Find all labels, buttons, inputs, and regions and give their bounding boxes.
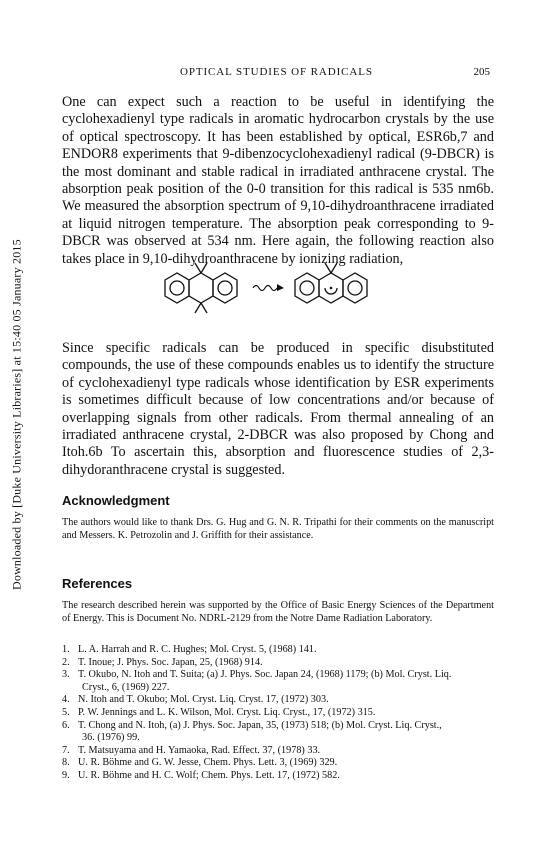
reference-number: 7. xyxy=(62,744,70,756)
wavy-reaction-arrow xyxy=(253,286,277,291)
body-paragraph-2: Since specific radicals can be produced in specific disubstituted compounds, the use of these compounds enables us to identify the structure of cyclohexadienyl type radicals whose identification by ESR experiments is sometimes difficult because of low concentrations and/or because of overlapping signals from other radicals. From thermal annealing of an irradiated anthracene crystal, 2-DBCR was also proposed by Chong and Itoh.6b To ascertain this, absorption and fluorescence studies of 2,3-dihydoranthracene crystal is suggested. xyxy=(62,340,494,478)
reference-text: L. A. Harrah and R. C. Hughes; Mol. Cryst. 5, (1968) 141. xyxy=(78,644,317,655)
reference-number: 9. xyxy=(62,769,70,781)
reference-continuation: Cryst., 6, (1969) 227. xyxy=(82,681,170,693)
reference-item xyxy=(62,757,494,770)
reference-text: T. Okubo, N. Itoh and T. Suita; (a) J. Phys. Soc. Japan 24, (1968) 1179; (b) Mol. Cryst. Liq. xyxy=(78,669,452,681)
reference-text: P. W. Jennings and L. K. Wilson, Mol. Cryst. Liq. Cryst., 17, (1972) 315. xyxy=(78,706,376,718)
reference-item xyxy=(62,707,494,720)
dihydroanthracene-structure xyxy=(165,263,237,313)
reference-list xyxy=(62,644,494,783)
reference-number: 2. xyxy=(62,656,70,668)
reference-text: U. R. Böhme and H. C. Wolf; Chem. Phys. Lett. 17, (1972) 582. xyxy=(78,769,340,781)
reference-text: N. Itoh and T. Okubo; Mol. Cryst. Liq. Cryst. 17, (1972) 303. xyxy=(78,694,329,706)
reference-text: U. R. Böhme and G. W. Jesse, Chem. Phys. Lett. 3, (1969) 329. xyxy=(78,757,338,769)
reference-item xyxy=(62,720,494,745)
reference-item xyxy=(62,644,494,657)
reference-number: 6. xyxy=(62,719,70,731)
page-number: 205 xyxy=(473,66,490,78)
reference-item xyxy=(62,669,494,694)
reference-text: T. Chong and N. Itoh, (a) J. Phys. Soc. Japan, 35, (1973) 518; (b) Mol. Cryst. Liq. Cryst., xyxy=(78,719,442,731)
reference-number: 4. xyxy=(62,694,70,706)
reference-text: T. Matsuyama and H. Yamaoka, Rad. Effect. 37, (1978) 33. xyxy=(78,744,321,756)
reference-text: T. Inoue; J. Phys. Soc. Japan, 25, (1968) 914. xyxy=(78,656,263,668)
reference-number: 1. xyxy=(62,644,70,655)
download-watermark: Downloaded by [Duke University Libraries] at 15:40 05 January 2015 xyxy=(9,239,24,591)
acknowledgment-heading: Acknowledgment xyxy=(62,493,170,508)
reference-item xyxy=(62,770,494,783)
reference-number: 8. xyxy=(62,757,70,769)
references-intro: The research described herein was supported by the Office of Basic Energy Sciences of the Department of Energy. This is Document No. NDRL-2129 from the Notre Dame Radiation Laboratory. xyxy=(62,600,494,624)
references-heading: References xyxy=(62,576,133,591)
body-paragraph-1: One can expect such a reaction to be useful in identifying the cyclohexadienyl type radicals in aromatic hydrocarbon crystals by the use of optical spectroscopy. It has been established by optical, ESR6b,7 and ENDOR8 experiments that 9-dibenzocyclohexadienyl radical (9-DBCR) is the most dominant and stable radical in irradiated anthracene crystal. The absorption peak position of the 0-0 transition for this radical is 535 nm6b. We measured the absorption spectrum of 9,10-dihydroanthracene irradiated at liquid nitrogen temperature. The absorption peak corresponding to 9-DBCR was observed at 534 nm. Here again, the following reaction also takes place in 9,10-dihydroanthracene by ionizing radiation, xyxy=(62,94,494,267)
reference-number: 5. xyxy=(62,706,70,718)
running-title: OPTICAL STUDIES OF RADICALS xyxy=(180,66,373,78)
radical-structure xyxy=(295,263,367,303)
reference-number: 3. xyxy=(62,669,70,681)
acknowledgment-text: The authors would like to thank Drs. G. Hug and G. N. R. Tripathi for their comments on the manuscript and Messers. K. Petrozolin and J. Griffith for their assistance. xyxy=(62,517,494,541)
reference-item xyxy=(62,657,494,670)
reaction-scheme xyxy=(155,258,445,318)
page-header xyxy=(62,66,492,82)
reference-continuation: 36. (1976) 99. xyxy=(82,732,140,744)
reference-item xyxy=(62,745,494,758)
reference-item xyxy=(62,694,494,707)
